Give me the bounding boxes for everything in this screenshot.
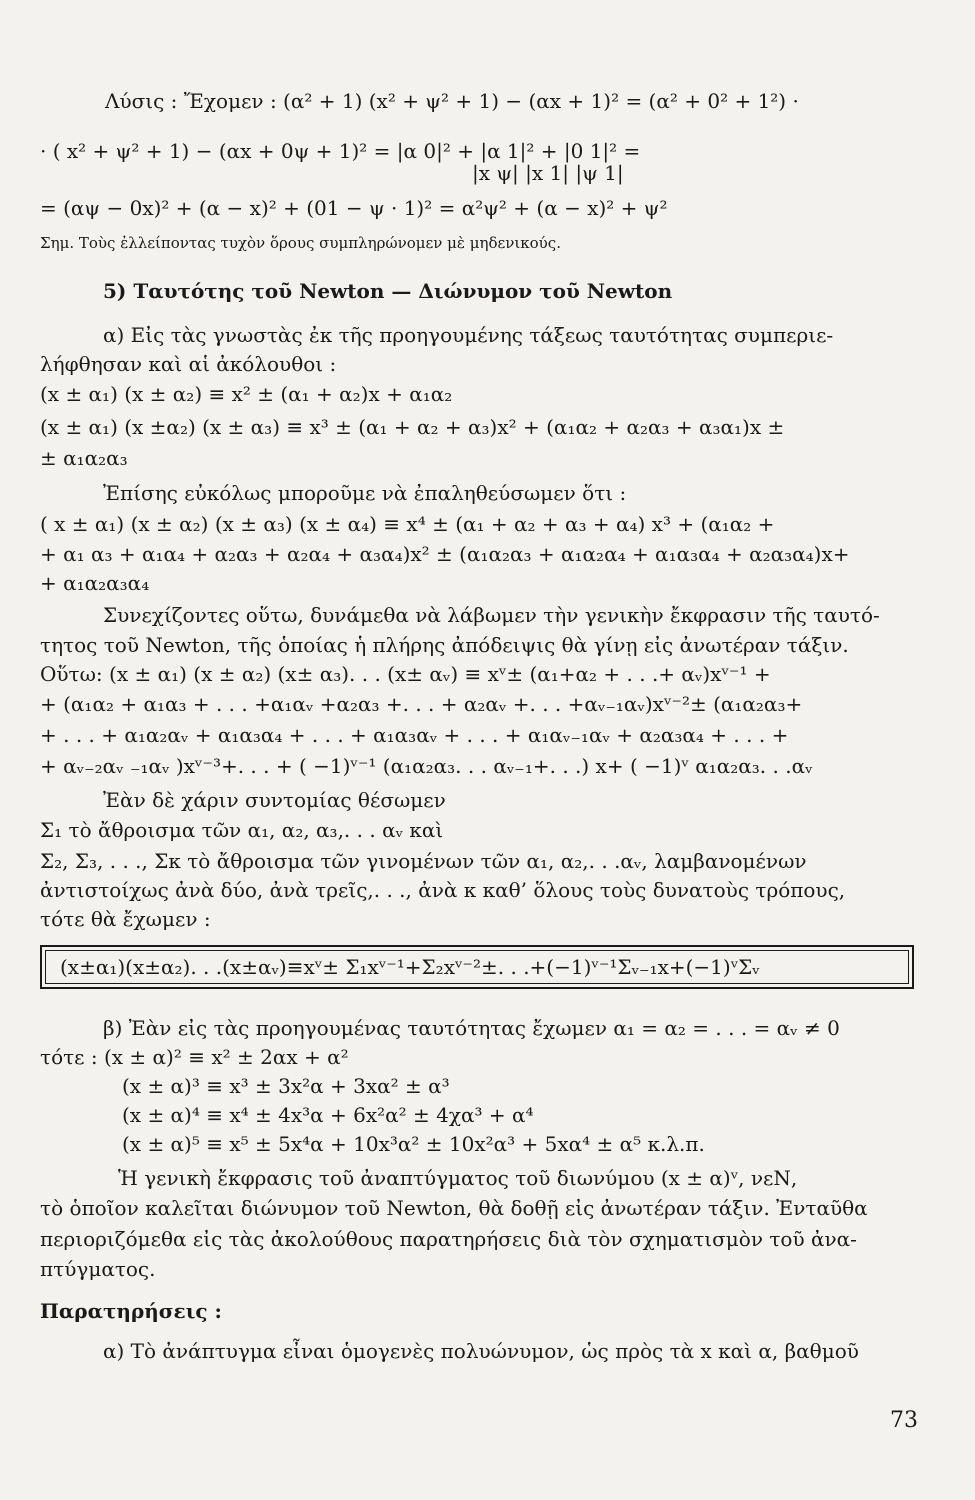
formula-line: + α₁ α₃ + α₁α₄ + α₂α₃ + α₂α₄ + α₃α₄)x² ± (α₁α₂α₃ + α₁α₂α₄ + α₁α₃α₄ + α₂α₃α₄)x+ — [40, 542, 850, 566]
text-line: Ἐπίσης εὐκόλως μποροῦμε νὰ ἐπαληθεύσωμεν ὅτι : — [103, 481, 627, 505]
formula-line: ( x ± α₁) (x ± α₂) (x ± α₃) (x ± α₄) ≡ x⁴ ± (α₁ + α₂ + α₃ + α₄) x³ + (α₁α₂ + — [40, 512, 775, 536]
section-heading: 5) Ταυτότης τοῦ Newton — Διώνυμον τοῦ Newton — [103, 279, 673, 303]
formula-line: Οὕτω: (x ± α₁) (x ± α₂) (x± α₃). . . (x± αᵥ) ≡ xᵛ± (α₁+α₂ + . . .+ αᵥ)xᵛ⁻¹ + — [40, 662, 771, 686]
formula-line: + αᵥ₋₂αᵥ ₋₁αᵥ )xᵛ⁻³+. . . + ( −1)ᵛ⁻¹ (α₁α₂α₃. . . αᵥ₋₁+. . .) x+ ( −1)ᵛ α₁α₂α₃. . .αᵥ — [40, 754, 813, 778]
formula-line: (x ± α₁) (x ±α₂) (x ± α₃) ≡ x³ ± (α₁ + α₂ + α₃)x² + (α₁α₂ + α₂α₃ + α₃α₁)x ± — [40, 415, 785, 439]
formula-line: (x ± α)⁴ ≡ x⁴ ± 4x³α + 6x²α² ± 4χα³ + α⁴ — [122, 1103, 534, 1127]
text-line: περιοριζόμεθα εἰς τὰς ἀκολούθους παρατηρήσεις διὰ τὸν σχηματισμὸν τοῦ ἀνα- — [40, 1227, 857, 1251]
text-line: α) Εἰς τὰς γνωστὰς ἐκ τῆς προηγουμένης τάξεως ταυτότητας συμπεριε- — [103, 323, 834, 347]
text-line: ἀντιστοίχως ἀνὰ δύο, ἀνὰ τρεῖς,. . ., ἀνὰ κ καθ’ ὅλους τοὺς δυνατοὺς τρόπους, — [40, 878, 846, 902]
text-line: Σ₂, Σ₃, . . ., Σκ τὸ ἄθροισμα τῶν γινομένων τῶν α₁, α₂,. . .αᵥ, λαμβανομένων — [40, 849, 807, 873]
note-line: Σημ. Τοὺς ἐλλείποντας τυχὸν ὅρους συμπληρώνομεν μὲ μηδενικούς. — [40, 234, 561, 252]
formula-line: (x ± α)⁵ ≡ x⁵ ± 5x⁴α + 10x³α² ± 10x²α³ + 5xα⁴ ± α⁵ κ.λ.π. — [122, 1132, 705, 1156]
page-number: 73 — [890, 1408, 918, 1433]
formula-line: (x ± α₁) (x ± α₂) ≡ x² ± (α₁ + α₂)x + α₁α₂ — [40, 382, 453, 406]
formula-line: τότε : (x ± α)² ≡ x² ± 2αx + α² — [40, 1045, 349, 1069]
solution-line-1: Λύσις : Ἔχομεν : (α² + 1) (x² + ψ² + 1) − (αx + 1)² = (α² + 0² + 1²) · — [105, 89, 799, 113]
formula-line: ± α₁α₂α₃ — [40, 446, 128, 470]
text-line: τὸ ὁποῖον καλεῖται διώνυμον τοῦ Newton, θὰ δοθῇ εἰς ἀνωτέραν τάξιν. Ἐνταῦθα — [40, 1196, 868, 1220]
formula-line: + (α₁α₂ + α₁α₃ + . . . +α₁αᵥ +α₂α₃ +. . . + α₂αᵥ +. . . +αᵥ₋₁αᵥ)xᵛ⁻²± (α₁α₂α₃+ — [40, 692, 803, 716]
formula-line: (x ± α)³ ≡ x³ ± 3x²α + 3xα² ± α³ — [122, 1074, 450, 1098]
text-line: τότε θὰ ἔχωμεν : — [40, 907, 211, 931]
boxed-identity — [40, 945, 914, 989]
text-line: λήφθησαν καὶ αἱ ἀκόλουθοι : — [40, 352, 337, 376]
determinant-row-2: |x ψ| |x 1| |ψ 1| — [472, 161, 624, 185]
solution-line-2: · ( x² + ψ² + 1) − (αx + 0ψ + 1)² = |α 0|² + |α 1|² + |0 1|² = — [40, 139, 641, 163]
text-line: τητος τοῦ Newton, τῆς ὁποίας ἡ πλήρης ἀπόδειψις θὰ γίνῃ εἰς ἀνωτέραν τάξιν. — [40, 633, 849, 657]
formula-line: + α₁α₂α₃α₄ — [40, 571, 150, 595]
text-line: πτύγματος. — [40, 1257, 156, 1281]
text-line: Ἡ γενικὴ ἔκφρασις τοῦ ἀναπτύγματος τοῦ διωνύμου (x ± α)ᵛ, νεΝ, — [118, 1166, 798, 1190]
text-line: Ἐὰν δὲ χάριν συντομίας θέσωμεν — [103, 788, 446, 812]
boxed-formula: (x±α₁)(x±α₂). . .(x±αᵥ)≡xᵛ± Σ₁xᵛ⁻¹+Σ₂xᵛ⁻²±. . .+(−1)ᵛ⁻¹Σᵥ₋₁x+(−1)ᵛΣᵥ — [60, 955, 760, 979]
solution-line-3: = (αψ − 0x)² + (α − x)² + (01 − ψ · 1)² = α²ψ² + (α − x)² + ψ² — [40, 196, 668, 220]
text-line: Συνεχίζοντες οὕτω, δυνάμεθα νὰ λάβωμεν τὴν γενικὴν ἔκφρασιν τῆς ταυτό- — [103, 603, 880, 627]
text-line: α) Τὸ ἀνάπτυγμα εἶναι ὁμογενὲς πολυώνυμον, ὡς πρὸς τὰ x καὶ α, βαθμοῦ — [103, 1339, 859, 1363]
text-line: Σ₁ τὸ ἄθροισμα τῶν α₁, α₂, α₃,. . . αᵥ καὶ — [40, 818, 444, 842]
text-line: β) Ἐὰν εἰς τὰς προηγουμένας ταυτότητας ἔχωμεν α₁ = α₂ = . . . = αᵥ ≠ 0 — [103, 1016, 840, 1040]
remarks-heading: Παρατηρήσεις : — [40, 1299, 222, 1323]
formula-line: + . . . + α₁α₂αᵥ + α₁α₃α₄ + . . . + α₁α₃αᵥ + . . . + α₁αᵥ₋₁αᵥ + α₂α₃α₄ + . . . + — [40, 723, 789, 747]
